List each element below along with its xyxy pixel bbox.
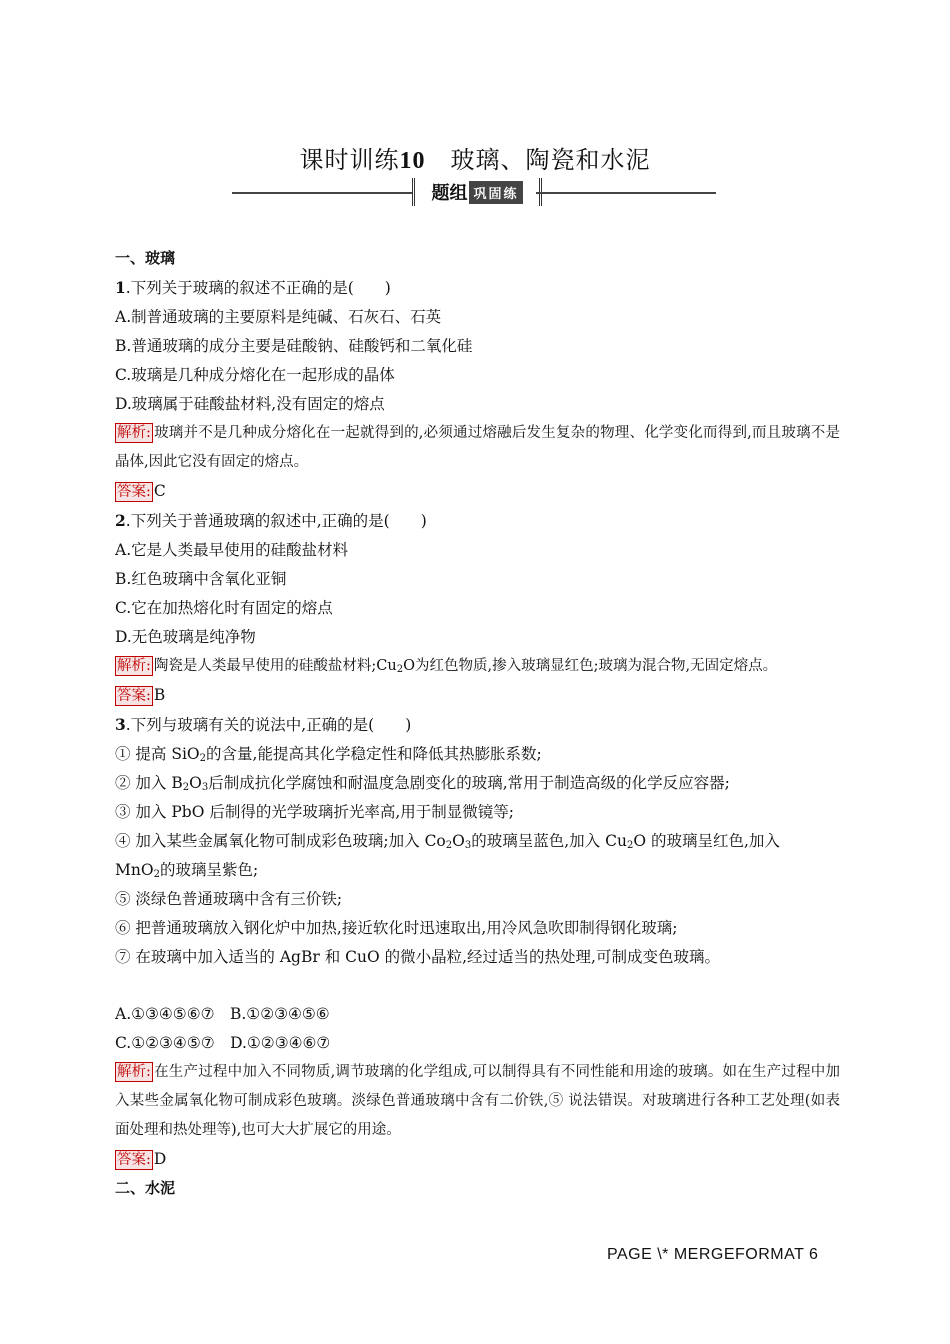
statement-2: ② 加入 $B_2O_3$后制成抗化学腐蚀和耐温度急剧变化的玻璃,常用于制造高级的化学反应容器; <box>115 774 730 793</box>
question-text: .下列关于普通玻璃的叙述中,正确的是( ) <box>125 512 427 530</box>
question-2-answer <box>115 681 840 710</box>
analysis-text: 玻璃并不是几种成分熔化在一起就得到的,必须通过熔融后发生复杂的物理、化学变化而得到,而且玻璃不是晶体,因此它没有固定的熔点。 <box>115 425 840 470</box>
title-prefix: 课时训练 <box>299 146 400 174</box>
banner-right-rule <box>536 192 716 194</box>
question-2-analysis <box>115 652 840 681</box>
answer-value: B <box>153 686 166 704</box>
answer-label: 答案: <box>117 688 151 704</box>
page-footer: PAGE \* MERGEFORMAT 6 <box>607 1246 819 1263</box>
answer-label: 答案: <box>117 484 151 500</box>
analysis-text: 陶瓷是人类最早使用的硅酸盐材料;Cu <box>153 658 397 674</box>
exercise-content <box>115 244 840 1203</box>
question-1-stem <box>115 273 840 303</box>
section-heading-glass: 一、玻璃 <box>115 249 176 267</box>
analysis-label: 解析: <box>117 425 151 441</box>
question-number: 2 <box>115 511 126 530</box>
statement-4: ④ 加入某些金属氧化物可制成彩色玻璃;加入 $Co_2O_3$的玻璃呈蓝色,加入 $Cu_2O$ 的玻璃呈红色,加入 <box>115 832 780 851</box>
statement-1: ① 提高 SiO$_2$的含量,能提高其化学稳定性和降低其热膨胀系数; <box>115 745 542 764</box>
statement-7: ⑦ 在玻璃中加入适当的 AgBr 和 CuO 的微小晶粒,经过适当的热处理,可制成变色玻璃。 <box>115 948 720 966</box>
answer-label: 答案: <box>117 1152 151 1168</box>
section-heading-cement: 二、水泥 <box>115 1179 176 1197</box>
section-banner <box>232 178 716 208</box>
statement-4-continued: MnO$_2$的玻璃呈紫色; <box>115 861 259 880</box>
subscript: 2 <box>396 664 404 675</box>
question-2-option-c: C.它在加热熔化时有固定的熔点 <box>115 599 333 617</box>
banner-tag <box>412 178 542 206</box>
question-3-answer <box>115 1145 840 1174</box>
analysis-label: 解析: <box>117 1064 151 1080</box>
question-1-option-b: B.普通玻璃的成分主要是硅酸钠、硅酸钙和二氧化硅 <box>115 337 473 355</box>
banner-label-main: 题组 <box>431 183 468 204</box>
question-1-option-d: D.玻璃属于硅酸盐材料,没有固定的熔点 <box>115 395 385 413</box>
analysis-text: 在生产过程中加入不同物质,调节玻璃的化学组成,可以制得具有不同性能和用途的玻璃。如在生产过程中加入某些金属氧化物可制成彩色玻璃。淡绿色普通玻璃中含有二价铁,⑤ 说法错误。对玻璃进行各种工艺处理(如表面处理和热处理等),也可大大扩展它的用途。 <box>115 1064 840 1138</box>
banner-left-rule <box>232 192 412 194</box>
question-2-option-d: D.无色玻璃是纯净物 <box>115 628 256 646</box>
question-2-option-b: B.红色玻璃中含氧化亚铜 <box>115 570 287 588</box>
question-3-options-cd: C.①②③④⑤⑦ D.①②③④⑥⑦ <box>115 1034 331 1052</box>
title-number: 10 <box>399 148 426 174</box>
banner-label-sub: 巩固练 <box>469 181 522 204</box>
question-3-stem <box>115 710 840 740</box>
question-number: 3 <box>115 715 126 734</box>
question-1-option-a: A.制普通玻璃的主要原料是纯碱、石灰石、石英 <box>115 308 442 326</box>
analysis-text: O为红色物质,掺入玻璃显红色;玻璃为混合物,无固定熔点。 <box>403 658 778 674</box>
question-2-stem <box>115 506 840 536</box>
statement-5: ⑤ 淡绿色普通玻璃中含有三价铁; <box>115 890 343 908</box>
analysis-label: 解析: <box>117 658 151 674</box>
statement-3: ③ 加入 PbO 后制得的光学玻璃折光率高,用于制显微镜等; <box>115 803 514 821</box>
statement-6: ⑥ 把普通玻璃放入钢化炉中加热,接近软化时迅速取出,用冷风急吹即制得钢化玻璃; <box>115 919 678 937</box>
spacer <box>115 972 840 1000</box>
question-1-answer <box>115 477 840 506</box>
answer-value: C <box>153 482 166 500</box>
question-text: .下列与玻璃有关的说法中,正确的是( ) <box>125 716 412 734</box>
question-text: .下列关于玻璃的叙述不正确的是( ) <box>125 279 391 297</box>
question-1-analysis <box>115 419 840 477</box>
question-3-analysis <box>115 1058 840 1145</box>
question-2-option-a: A.它是人类最早使用的硅酸盐材料 <box>115 541 349 559</box>
question-1-option-c: C.玻璃是几种成分熔化在一起形成的晶体 <box>115 366 395 384</box>
question-3-options-ab: A.①③④⑤⑥⑦ B.①②③④⑤⑥ <box>115 1005 330 1023</box>
question-number: 1 <box>115 278 126 297</box>
answer-value: D <box>153 1150 167 1168</box>
title-text: 玻璃、陶瓷和水泥 <box>450 146 651 174</box>
page-title <box>0 140 950 175</box>
